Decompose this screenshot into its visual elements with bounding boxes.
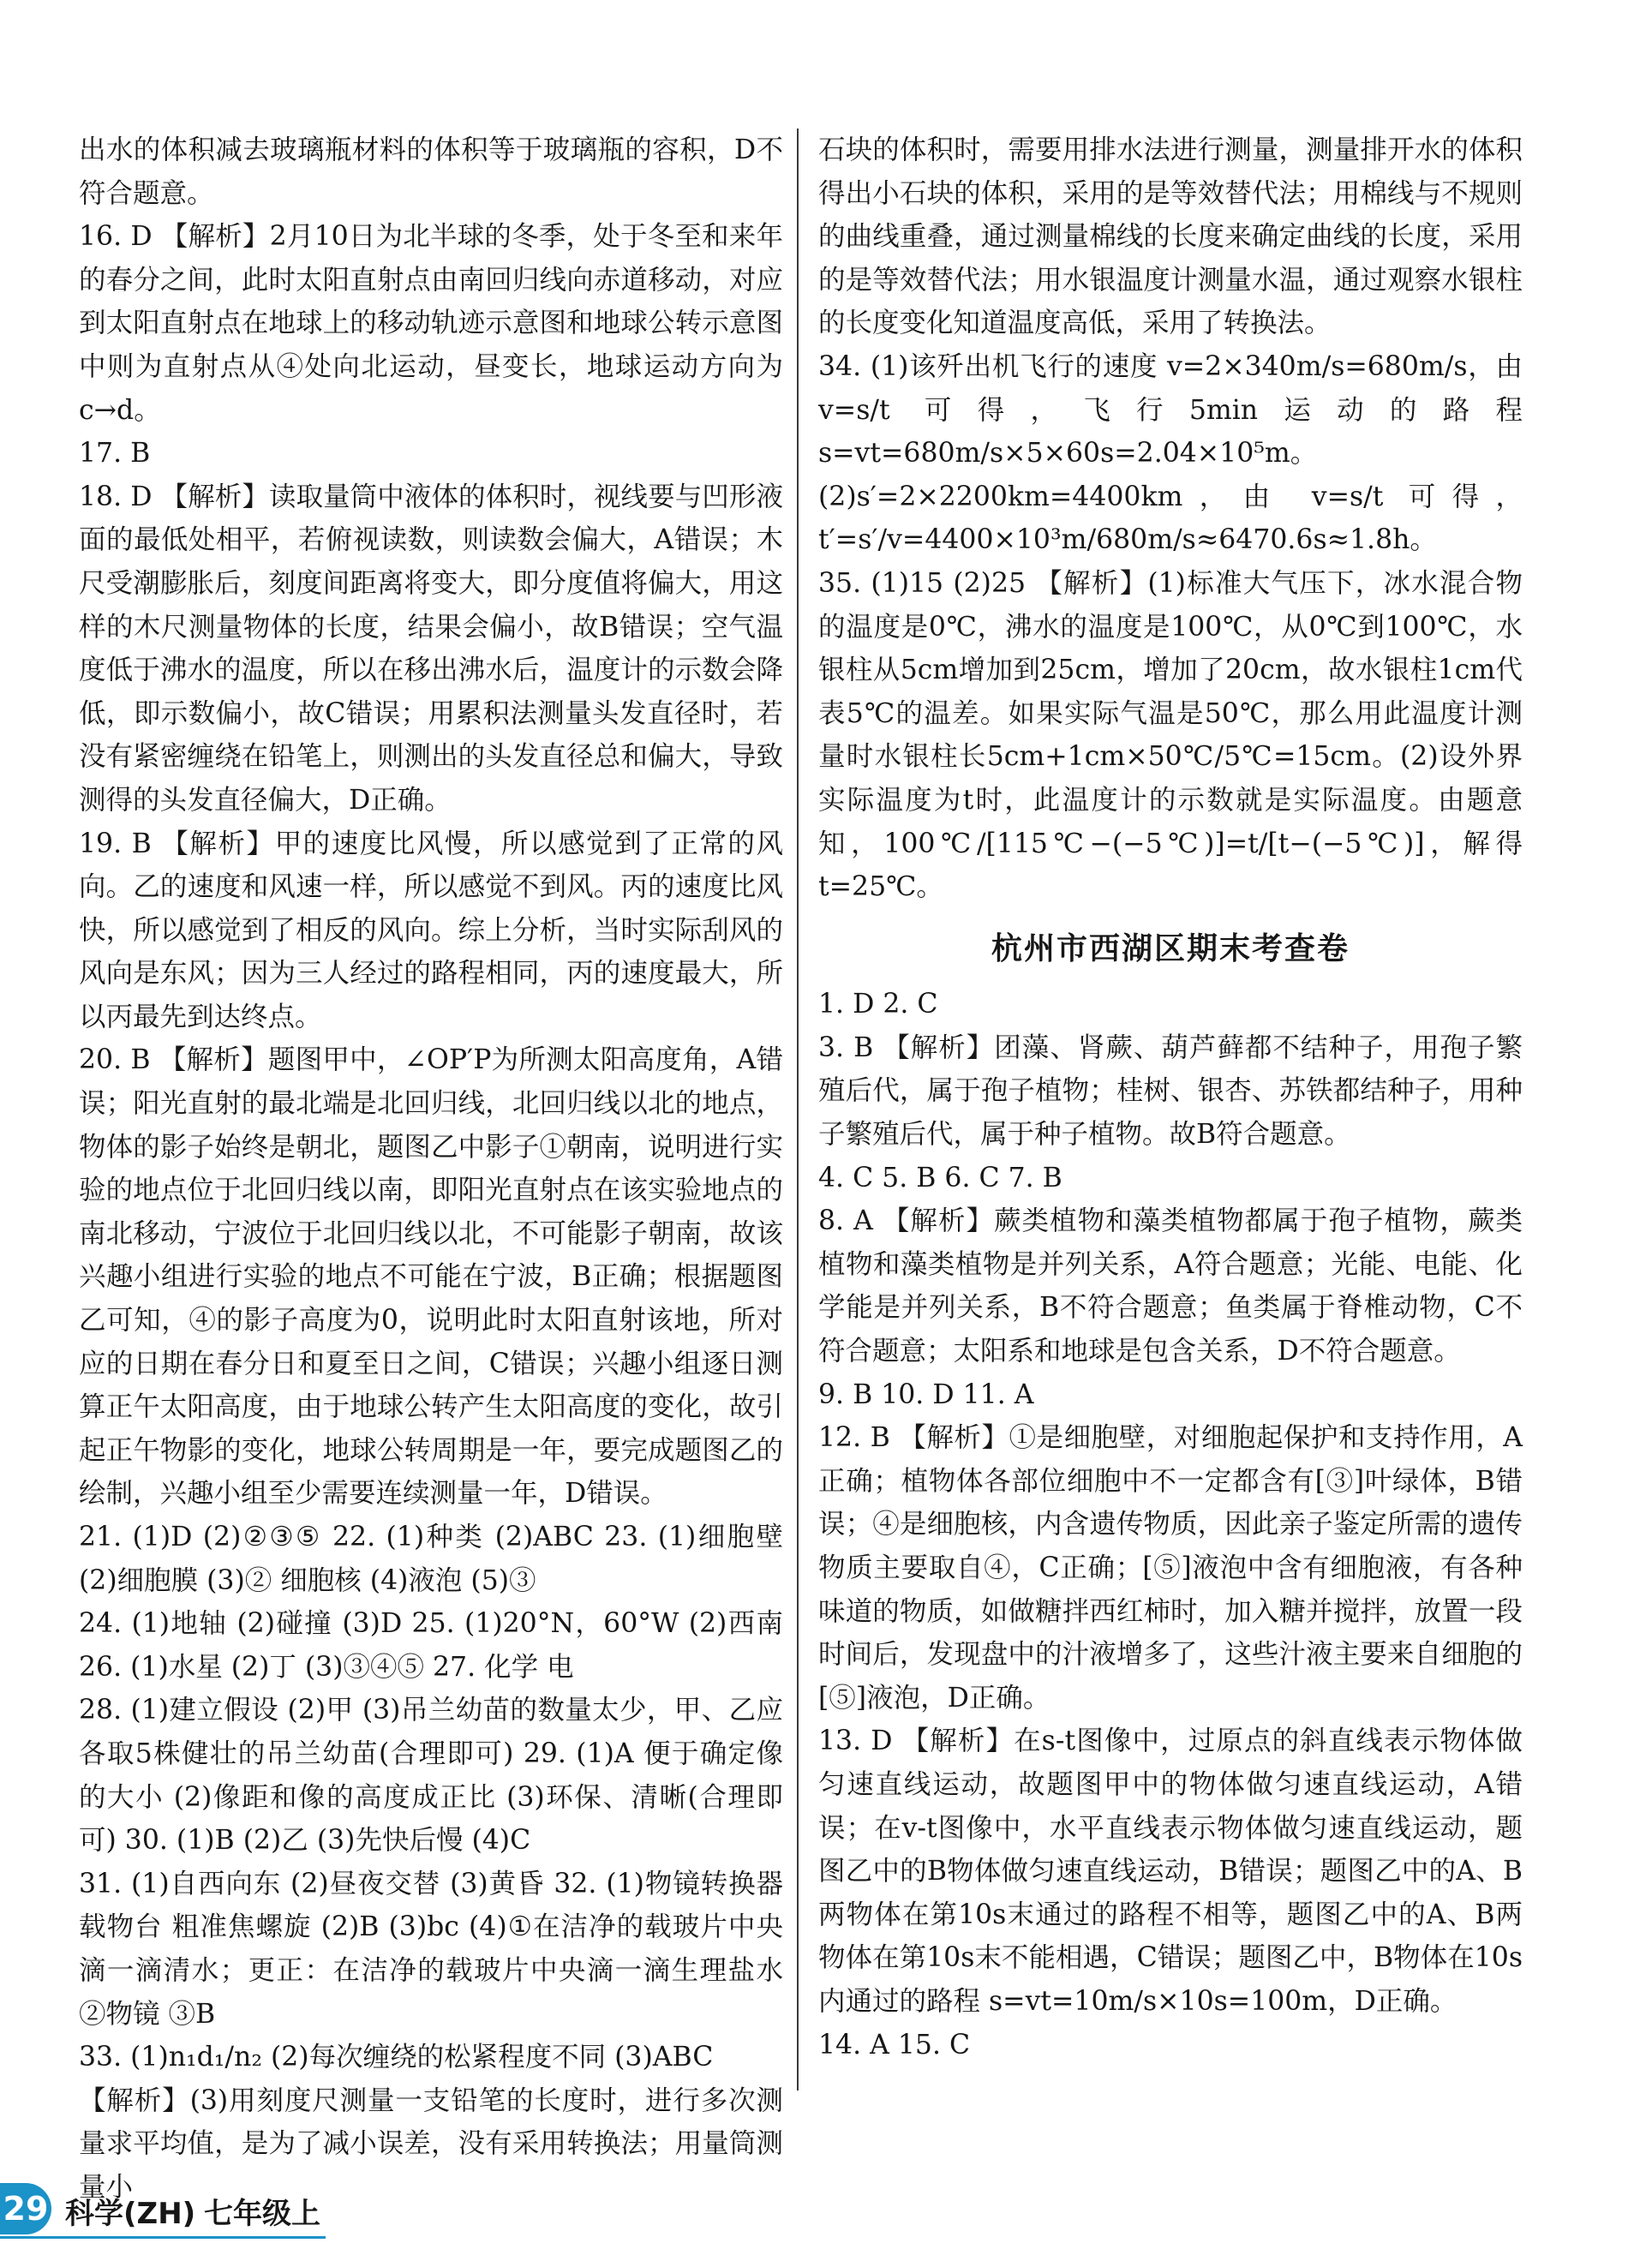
answer-20: 20. B 【解析】题图甲中，∠OP′P为所测太阳高度角，A错误；阳光直射的最北端是北回归线，北回归线以北的地点，物体的影子始终是朝北，题图乙中影子①朝南，说明进行实验的地点位于北回归线以南，即阳光直射点在该实验地点的南北移动，宁波位于北回归线以北，不可能影子朝南，故该兴趣小组进行实验的地点不可能在宁波，B正确；根据题图乙可知，④的影子高度为0，说明此时太阳直射该地，所对应的日期在春分日和夏至日之间，C错误；兴趣小组逐日测算正午太阳高度，由于地球公转产生太阳高度的变化，故引起正午物影的变化，地球公转周期是一年，要完成题图乙的绘制，兴趣小组至少需要连续测量一年，D错误。 [79, 1044, 783, 1510]
answer-33: 33. (1)n₁d₁/n₂ (2)每次缠绕的松紧程度不同 (3)ABC [79, 2042, 714, 2073]
left-para-0: 出水的体积减去玻璃瓶材料的体积等于玻璃瓶的容积，D不符合题意。 [79, 135, 783, 209]
answer-34-2: (2)s′=2×2200km=4400km，由 v=s/t 可得，t′=s′/v=4400×10³m/680m/s≈6470.6s≈1.8h。 [818, 481, 1523, 556]
footer-rule [0, 2236, 326, 2239]
answer-1-2: 1. D 2. C [818, 989, 938, 1020]
answer-9-11: 9. B 10. D 11. A [818, 1379, 1034, 1410]
page-number: 29 [0, 2183, 51, 2234]
grade-label: 七年级上 [204, 2197, 320, 2231]
page-footer [0, 2183, 360, 2243]
answer-24-27: 24. (1)地轴 (2)碰撞 (3)D 25. (1)20°N，60°W (2)西南 26. (1)水星 (2)丁 (3)③④⑤ 27. 化学 电 [79, 1608, 783, 1683]
answer-14-15: 14. A 15. C [818, 2029, 971, 2061]
answer-3: 3. B 【解析】团藻、肾蕨、葫芦藓都不结种子，用孢子繁殖后代，属于孢子植物；桂树、银杏、苏铁都结种子，用种子繁殖后代，属于种子植物。故B符合题意。 [818, 1032, 1523, 1151]
subject-label: 科学(ZH) [65, 2197, 196, 2231]
left-column [79, 129, 783, 2210]
answer-16: 16. D 【解析】2月10日为北半球的冬季，处于冬至和来年的春分之间，此时太阳直射点由南回归线向赤道移动，对应到太阳直射点在地球上的移动轨迹示意图和地球公转示意图中则为直射点从④处向北运动，昼变长，地球运动方向为c→d。 [79, 221, 783, 426]
answer-4-7: 4. C 5. B 6. C 7. B [818, 1162, 1062, 1193]
answer-13: 13. D 【解析】在s-t图像中，过原点的斜直线表示物体做匀速直线运动，故题图甲中的物体做匀速直线运动，A错误；在v-t图像中，水平直线表示物体做匀速直线运动，题图乙中的B物体做匀速直线运动，B错误；题图乙中的A、B两物体在第10s末通过的路程不相等，题图乙中的A、B两物体在第10s末不能相遇，C错误；题图乙中，B物体在10s内通过的路程 s=vt=10m/s×10s=100m，D正确。 [818, 1726, 1523, 2017]
answer-34-1: 34. (1)该歼出机飞行的速度 v=2×340m/s=680m/s，由 v=s/t 可得，飞行5min运动的路程 s=vt=680m/s×5×60s=2.04×10⁵m。 [818, 350, 1523, 470]
answer-28-30: 28. (1)建立假设 (2)甲 (3)吊兰幼苗的数量太少，甲、乙应各取5株健壮的吊兰幼苗(合理即可) 29. (1)A 便于确定像的大小 (2)像距和像的高度成正比 (3)环保、清晰(合理即可) 30. (1)B (2)乙 (3)先快后慢 (4)C [79, 1695, 783, 1857]
answer-17: 17. B [79, 438, 151, 470]
column-divider [797, 129, 799, 2091]
answer-18: 18. D 【解析】读取量筒中液体的体积时，视线要与凹形液面的最低处相平，若俯视读数，则读数会偏大，A错误；木尺受潮膨胀后，刻度间距离将变大，即分度值将偏大，用这样的木尺测量物体的长度，结果会偏小，故B错误；空气温度低于沸水的温度，所以在移出沸水后，温度计的示数会降低，即示数偏小，故C错误；用累积法测量头发直径时，若没有紧密缠绕在铅笔上，则测出的头发直径总和偏大，导致测得的头发直径偏大，D正确。 [79, 481, 783, 816]
right-column [818, 129, 1523, 2067]
answer-8: 8. A 【解析】蕨类植物和藻类植物都属于孢子植物，蕨类植物和藻类植物是并列关系，A符合题意；光能、电能、化学能是并列关系，B不符合题意；鱼类属于脊椎动物，C不符合题意；太阳系和地球是包含关系，D不符合题意。 [818, 1205, 1523, 1367]
answer-35: 35. (1)15 (2)25 【解析】(1)标准大气压下，冰水混合物的温度是0℃，沸水的温度是100℃，从0℃到100℃，水银柱从5cm增加到25cm，增加了20cm，故水银柱1cm代表5℃的温差。如果实际气温是50℃，那么用此温度计测量时水银柱长5cm+1cm×50℃/5℃=15cm。(2)设外界实际温度为t时，此温度计的示数就是实际温度。由题意知，100℃/[115℃−(−5℃)]=t/[t−(−5℃)]，解得t=25℃。 [818, 567, 1523, 903]
answer-21-23: 21. (1)D (2)②③⑤ 22. (1)种类 (2)ABC 23. (1)细胞壁 (2)细胞膜 (3)② 细胞核 (4)液泡 (5)③ [79, 1522, 783, 1596]
section-title: 杭州市西湖区期末考查卷 [991, 930, 1350, 966]
answer-33-analysis: 【解析】(3)用刻度尺测量一支铅笔的长度时，进行多次测量求平均值，是为了减小误差，没有采用转换法；用量筒测量小 [79, 2085, 783, 2203]
right-para-0: 石块的体积时，需要用排水法进行测量，测量排开水的体积得出小石块的体积，采用的是等效替代法；用棉线与不规则的曲线重叠，通过测量棉线的长度来确定曲线的长度，采用的是等效替代法；用水银温度计测量水温，通过观察水银柱的长度变化知道温度高低，采用了转换法。 [818, 135, 1523, 339]
answer-31-32: 31. (1)自西向东 (2)昼夜交替 (3)黄昏 32. (1)物镜转换器 载物台 粗准焦螺旋 (2)B (3)bc (4)①在洁净的载玻片中央滴一滴清水；更正：在洁净的载玻片中央滴一滴生理盐水 ②物镜 ③B [79, 1868, 783, 2030]
answer-12: 12. B 【解析】①是细胞壁，对细胞起保护和支持作用，A正确；植物体各部位细胞中不一定都含有[③]叶绿体，B错误；④是细胞核，内含遗传物质，因此亲子鉴定所需的遗传物质主要取自④，C正确；[⑤]液泡中含有细胞液，有各种味道的物质，如做糖拌西红柿时，加入糖并搅拌，放置一段时间后，发现盘中的汁液增多了，这些汁液主要来自细胞的[⑤]液泡，D正确。 [818, 1422, 1523, 1714]
answer-19: 19. B 【解析】甲的速度比风慢，所以感觉到了正常的风向。乙的速度和风速一样，所以感觉不到风。丙的速度比风快，所以感觉到了相反的风向。综上分析，当时实际刮风的风向是东风；因为三人经过的路程相同，丙的速度最大，所以丙最先到达终点。 [79, 828, 783, 1032]
